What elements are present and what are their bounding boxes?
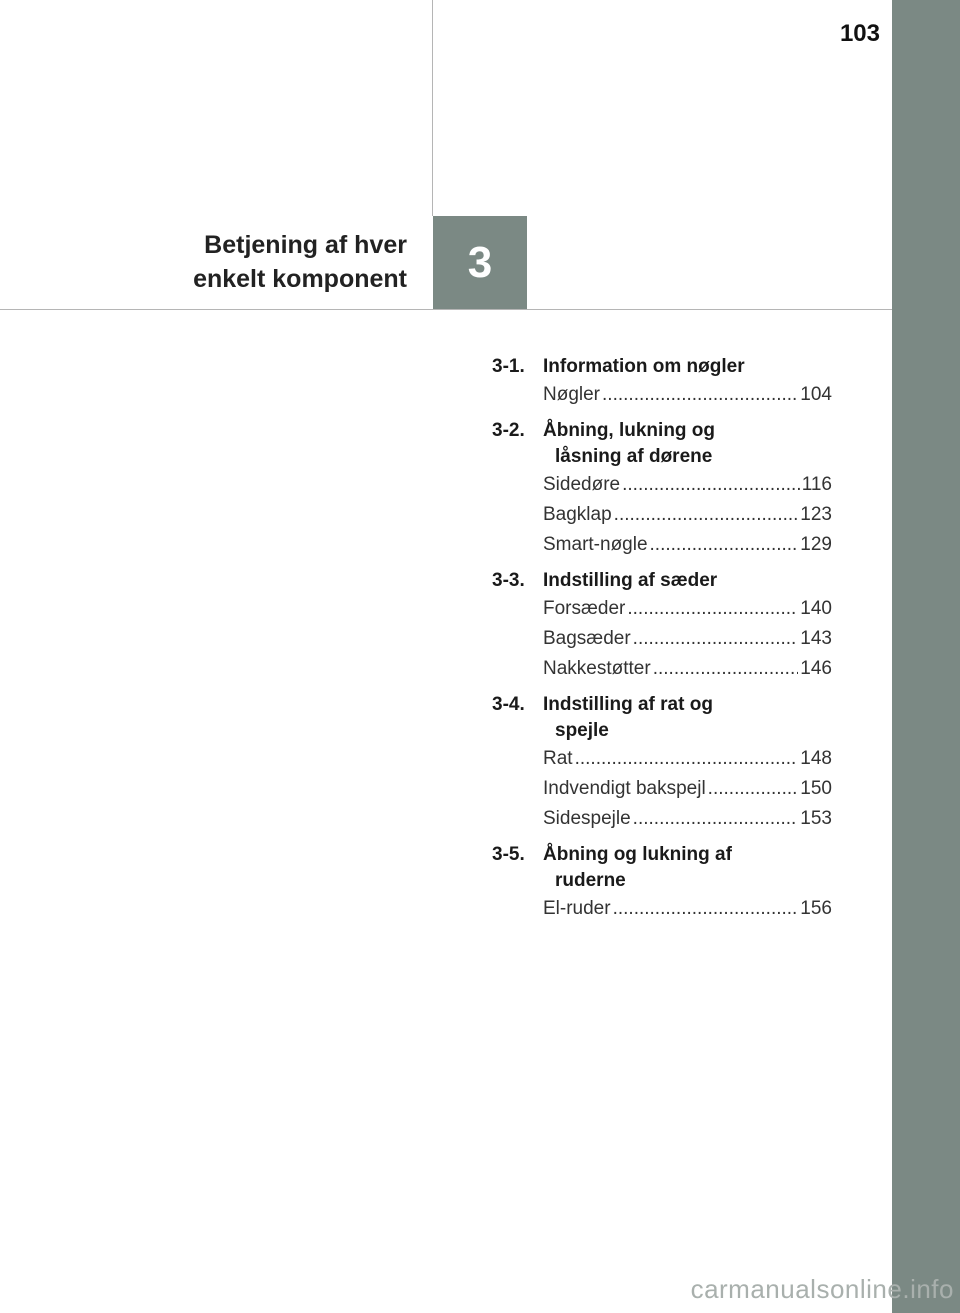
toc-entry[interactable] — [543, 594, 832, 624]
dot-leader — [575, 744, 799, 774]
entry-page: 146 — [800, 658, 832, 679]
section-title: Indstilling af sæder — [543, 570, 718, 591]
section-title: Indstilling af rat og spejle — [543, 694, 713, 741]
dot-leader — [633, 804, 799, 834]
chapter-number-box — [433, 216, 527, 309]
toc-entry[interactable] — [543, 500, 832, 530]
entry-label: Nøgler — [543, 384, 601, 405]
dot-leader — [627, 594, 798, 624]
entry-page: 153 — [800, 808, 832, 829]
entry-label: Sidedøre — [543, 474, 621, 495]
chapter-title — [193, 228, 407, 296]
entry-label: Sidespejle — [543, 808, 631, 829]
toc-entry[interactable] — [543, 894, 832, 924]
toc-section[interactable] — [492, 842, 832, 894]
toc-entry[interactable] — [543, 470, 832, 500]
dot-leader — [708, 774, 799, 804]
entry-label: Bagklap — [543, 504, 612, 525]
toc-section[interactable] — [492, 568, 832, 594]
toc-entry[interactable] — [543, 804, 832, 834]
entry-page: 156 — [800, 898, 832, 919]
page-number: 103 — [839, 20, 880, 47]
dot-leader — [633, 624, 799, 654]
entry-page: 148 — [800, 748, 832, 769]
entry-page: 150 — [800, 778, 832, 799]
section-number: 3-5. — [492, 844, 525, 865]
entry-label: Forsæder — [543, 598, 626, 619]
entry-page: 129 — [800, 534, 832, 555]
entry-page: 140 — [800, 598, 832, 619]
chapter-title-line2: enkelt komponent — [193, 265, 407, 293]
dot-leader — [613, 894, 799, 924]
watermark: carmanualsonline.info — [690, 1274, 954, 1304]
toc-section[interactable] — [492, 418, 832, 470]
dot-leader — [602, 380, 798, 410]
section-number: 3-2. — [492, 420, 525, 441]
section-number: 3-1. — [492, 356, 525, 377]
entry-label: Smart-nøgle — [543, 534, 648, 555]
entry-label: Bagsæder — [543, 628, 631, 649]
dot-leader — [614, 500, 799, 530]
side-tab-bar — [892, 0, 960, 1313]
chapter-title-line1: Betjening af hver — [204, 231, 407, 259]
toc-entry[interactable] — [543, 774, 832, 804]
entry-page: 104 — [800, 384, 832, 405]
table-of-contents — [492, 354, 832, 924]
entry-page: 123 — [800, 504, 832, 525]
section-title: Åbning, lukning og låsning af dørene — [543, 420, 716, 467]
toc-entry[interactable] — [543, 624, 832, 654]
toc-entry[interactable] — [543, 744, 832, 774]
toc-entry[interactable] — [543, 654, 832, 684]
entry-label: Rat — [543, 748, 573, 769]
section-title: Information om nøgler — [543, 356, 745, 377]
chapter-number: 3 — [467, 237, 493, 287]
dot-leader — [653, 654, 799, 684]
dot-leader — [622, 470, 800, 500]
toc-entry[interactable] — [543, 530, 832, 560]
toc-entry[interactable] — [543, 380, 832, 410]
dot-leader — [650, 530, 799, 560]
entry-page: 143 — [800, 628, 832, 649]
entry-label: El-ruder — [543, 898, 611, 919]
entry-label: Indvendigt bakspejl — [543, 778, 706, 799]
toc-section[interactable] — [492, 354, 832, 380]
horizontal-divider — [0, 309, 892, 310]
section-number: 3-4. — [492, 694, 525, 715]
vertical-divider — [432, 0, 433, 216]
entry-label: Nakkestøtter — [543, 658, 651, 679]
entry-page: 116 — [801, 474, 832, 495]
section-title: Åbning og lukning af ruderne — [543, 844, 732, 891]
toc-section[interactable] — [492, 692, 832, 744]
section-number: 3-3. — [492, 570, 525, 591]
